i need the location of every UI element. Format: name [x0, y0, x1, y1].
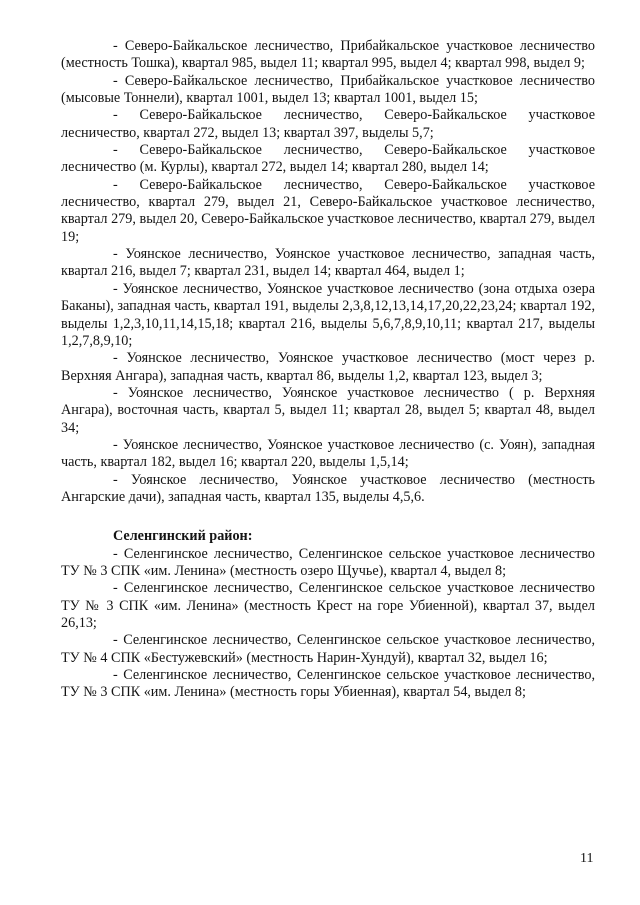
list-item: - Селенгинское лесничество, Селенгинское сельское участковое лесничество, ТУ № 3 СПК «им. Ленина» (местность горы Убиенная), квартал 54, выдел 8; — [61, 667, 595, 701]
document-page — [61, 38, 595, 702]
list-item: - Северо-Байкальское лесничество, Прибайкальское участковое лесничество (местность Тошка), квартал 985, выдел 11; квартал 995, выдел 4; квартал 998, выдел 9; — [61, 38, 595, 72]
list-item: - Северо-Байкальское лесничество, Прибайкальское участковое лесничество (мысовые Тоннели), квартал 1001, выдел 13; квартал 1001, выдел 15; — [61, 72, 595, 107]
page-number: 11 — [580, 851, 594, 866]
list-item: - Селенгинское лесничество, Селенгинское сельское участковое лесничество ТУ № 3 СПК «им. Ленина» (местность Крест на горе Убиенной), квартал 37, выдел 26,13; — [61, 580, 595, 631]
list-item: - Уоянское лесничество, Уоянское участковое лесничество (с. Уоян), западная часть, квартал 182, выдел 16; квартал 220, выделы 1,5,14; — [61, 436, 595, 471]
list-item: - Уоянское лесничество, Уоянское участковое лесничество (зона отдыха озера Баканы), западная часть, квартал 191, выделы 2,3,8,12,13,14,17,20,22,23,24; квартал 192, выделы 1,2,3,10,11,14,15,18; квартал 216, выделы 5,6,7,8,9,10,11; квартал 217, выделы 1,2,7,8,9,10; — [61, 280, 595, 349]
list-item: - Селенгинское лесничество, Селенгинское сельское участковое лесничество ТУ № 3 СПК «им. Ленина» (местность озеро Щучье), квартал 4, выдел 8; — [61, 545, 595, 579]
list-item: - Селенгинское лесничество, Селенгинское сельское участковое лесничество, ТУ № 4 СПК «Бестужевский» (местность Нарин-Хундуй), квартал 32, выдел 16; — [61, 632, 595, 666]
list-item: - Уоянское лесничество, Уоянское участковое лесничество (местность Ангарские дачи), западная часть, квартал 135, выделы 4,5,6. — [61, 471, 595, 505]
paragraph-list-bottom — [61, 546, 595, 702]
list-item: - Северо-Байкальское лесничество, Северо-Байкальское участковое лесничество, квартал 272, выдел 13; квартал 397, выделы 5,7; — [61, 107, 595, 141]
paragraph-list-top — [61, 38, 595, 506]
section-heading: Селенгинский район: — [113, 528, 253, 545]
list-item: - Северо-Байкальское лесничество, Северо-Байкальское участковое лесничество (м. Курлы), квартал 272, выдел 14; квартал 280, выдел 14; — [61, 142, 595, 176]
list-item: - Уоянское лесничество, Уоянское участковое лесничество ( р. Верхняя Ангара), восточная часть, квартал 5, выдел 11; квартал 28, выдел 5; квартал 48, выдел 34; — [61, 384, 595, 436]
list-item: - Уоянское лесничество, Уоянское участковое лесничество, западная часть, квартал 216, выдел 7; квартал 231, выдел 14; квартал 464, выдел 1; — [61, 246, 595, 280]
list-item: - Уоянское лесничество, Уоянское участковое лесничество (мост через р. Верхняя Ангара), западная часть, квартал 86, выделы 1,2, квартал 123, выдел 3; — [61, 350, 595, 384]
list-item: - Северо-Байкальское лесничество, Северо-Байкальское участковое лесничество, квартал 279, выдел 21, Северо-Байкальское участковое лесничество, квартал 279, выдел 20, Северо-Байкальское участковое лесничество, квартал 279, выдел 19; — [61, 176, 595, 245]
